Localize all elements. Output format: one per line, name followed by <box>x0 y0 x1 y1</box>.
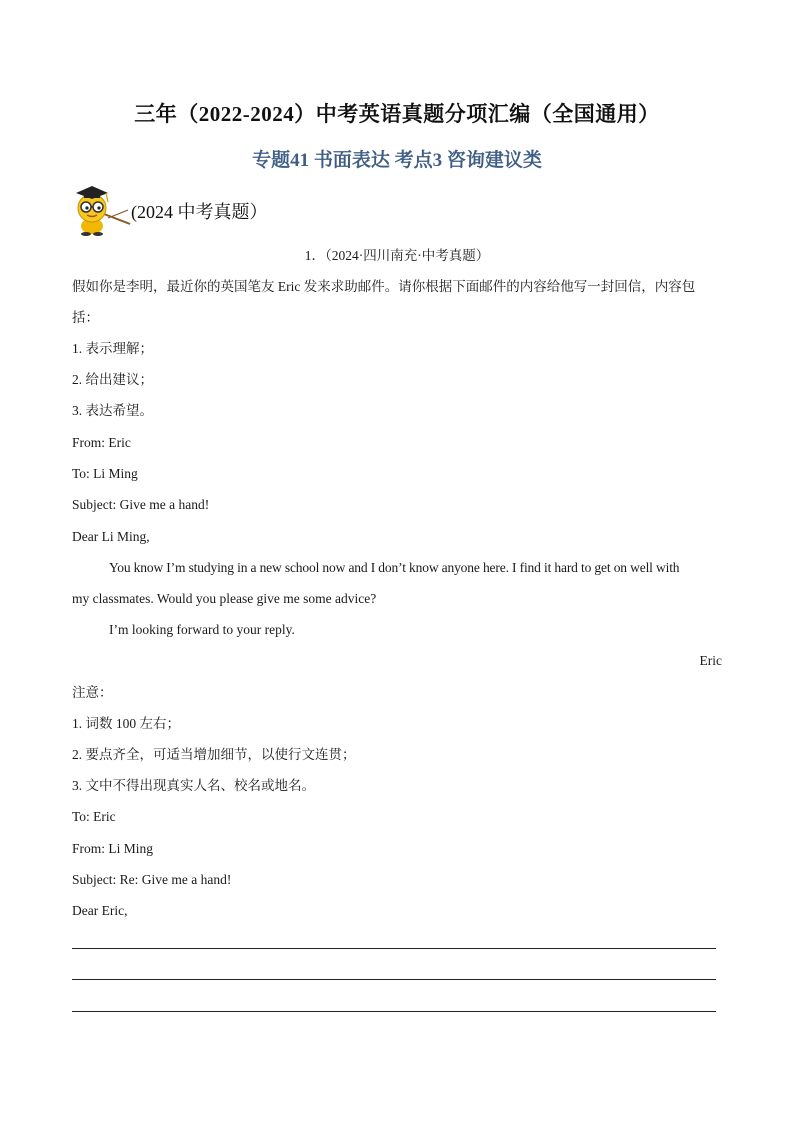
email-body-cont: my classmates. Would you please give me some advice? <box>72 591 377 606</box>
prompt-text: 假如你是李明，最近你的英国笔友 Eric 发来求助邮件。请你根据下面邮件的内容给他写一封回信，内容包 <box>72 279 696 294</box>
topic-subtitle: 专题41 书面表达 考点3 咨询建议类 <box>252 150 542 171</box>
point-item: 2. 给出建议； <box>72 372 153 387</box>
reply-greeting: Dear Eric, <box>72 903 128 918</box>
question-number: 1．（2024·四川南充·中考真题） <box>304 248 490 263</box>
email-greeting: Dear Li Ming, <box>72 529 150 544</box>
note-item: 3. 文中不得出现真实人名、校名或地名。 <box>72 778 315 793</box>
reply-to: To: Eric <box>72 809 116 824</box>
email-subject: Subject: Give me a hand! <box>72 497 210 512</box>
note-item: 2. 要点齐全，可适当增加细节，以使行文连贯； <box>72 747 356 762</box>
reply-from: From: Li Ming <box>72 841 154 856</box>
answer-line[interactable] <box>72 948 716 949</box>
reply-subject: Subject: Re: Give me a hand! <box>72 872 232 887</box>
note-item: 1. 词数 100 左右； <box>72 716 180 731</box>
section-label: (2024 中考真题） <box>131 202 268 222</box>
point-item: 1. 表示理解； <box>72 341 153 356</box>
email-closing: I’m looking forward to your reply. <box>109 622 295 637</box>
answer-line[interactable] <box>72 1011 716 1012</box>
answer-line[interactable] <box>72 979 716 980</box>
point-item: 3. 表达希望。 <box>72 403 153 418</box>
page-title: 三年（2022-2024）中考英语真题分项汇编（全国通用） <box>134 102 660 126</box>
email-signature: Eric <box>699 653 722 668</box>
notes-label: 注意： <box>72 685 113 700</box>
email-from: From: Eric <box>72 435 131 450</box>
graduate-mascot-icon <box>70 180 132 236</box>
prompt-text-cont: 括： <box>72 310 99 325</box>
email-to: To: Li Ming <box>72 466 138 481</box>
email-body: You know I’m studying in a new school now and I don’t know anyone here. I find it hard to get on well with <box>109 560 680 575</box>
